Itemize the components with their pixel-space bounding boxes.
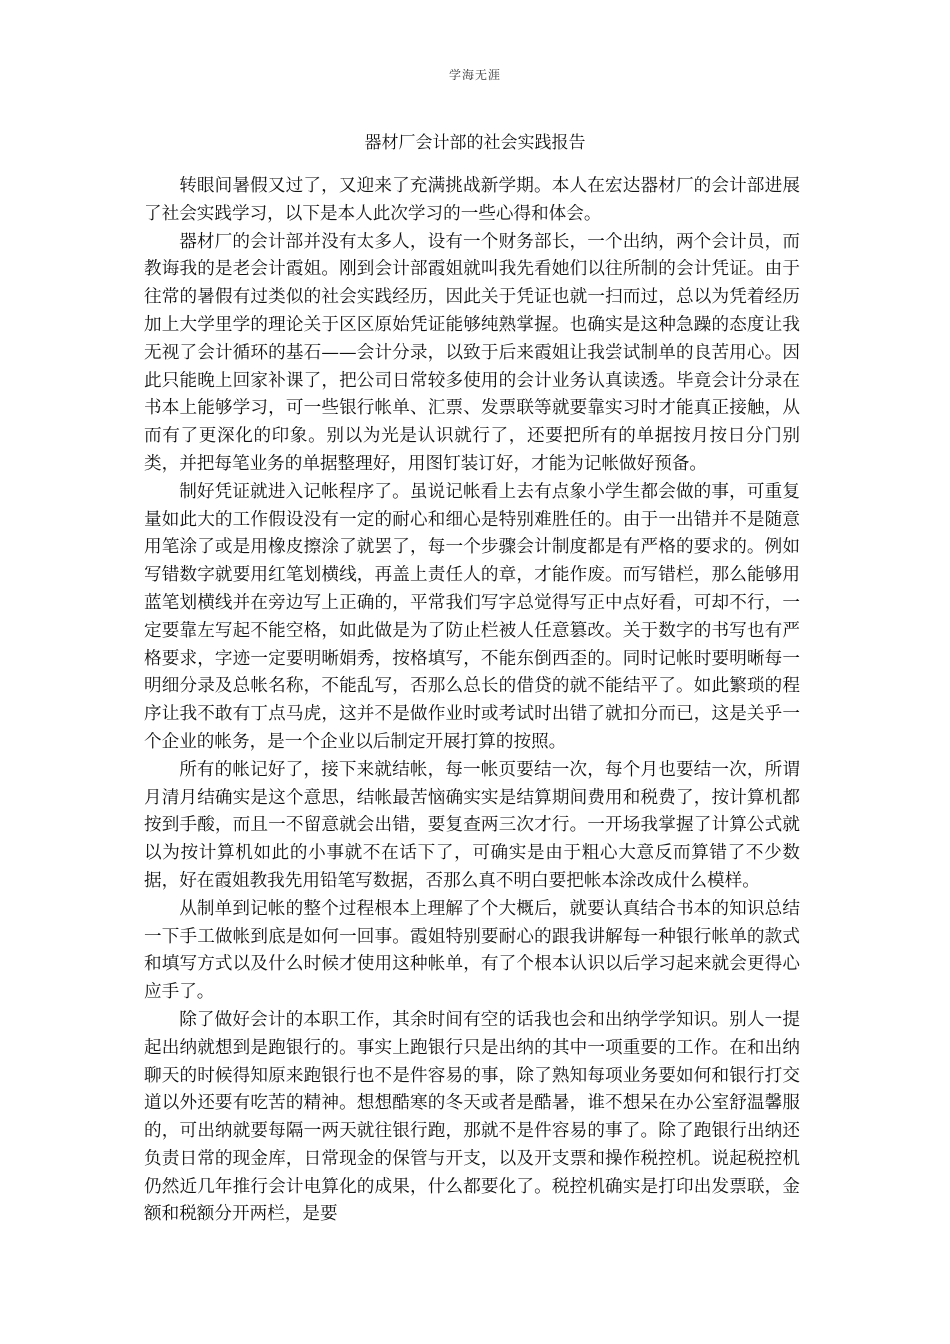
paragraph: 从制单到记帐的整个过程根本上理解了个大概后，就要认真结合书本的知识总结一下手工做帐到底是如何一回事。霞姐特别要耐心的跟我讲解每一种银行帐单的款式和填写方式以及什么时候才使用这种帐单，有了个根本认识以后学习起来就会更得心应手了。 xyxy=(144,898,800,1003)
paragraph: 除了做好会计的本职工作，其余时间有空的话我也会和出纳学学知识。别人一提起出纳就想到是跑银行的。事实上跑银行只是出纳的其中一项重要的工作。在和出纳聊天的时候得知原来跑银行也不是件容易的事，除了熟知每项业务要如何和银行打交道以外还要有吃苦的精神。想想酷寒的冬天或者是酷暑，谁不想呆在办公室舒温馨服的，可出纳就要每隔一两天就往银行跑，那就不是件容易的事了。除了跑银行出纳还负责日常的现金库，日常现金的保管与开支，以及开支票和操作税控机。说起税控机仍然近几年推行会计电算化的成果，什么都要化了。税控机确实是打印出发票联，金额和税额分开两栏，是要 xyxy=(144,1009,800,1225)
paragraph: 制好凭证就进入记帐程序了。虽说记帐看上去有点象小学生都会做的事，可重复量如此大的工作假设没有一定的耐心和细心是特别难胜任的。由于一出错并不是随意用笔涂了或是用橡皮擦涂了就罢了，每一个步骤会计制度都是有严格的要求的。例如写错数字就要用红笔划横线，再盖上责任人的章，才能作废。而写错栏，那么能够用蓝笔划横线并在旁边写上正确的，平常我们写字总觉得写正中点好看，可却不行，一定要靠左写起不能空格，如此做是为了防止栏被人任意篡改。关于数字的书写也有严格要求，字迹一定要明晰娟秀，按格填写，不能东倒西歪的。同时记帐时要明晰每一明细分录及总帐名称，不能乱写，否那么总长的借贷的就不能结平了。如此繁琐的程序让我不敢有丁点马虎，这并不是做作业时或考试时出错了就扣分而已，这是关乎一个企业的帐务，是一个企业以后制定开展打算的按照。 xyxy=(144,481,800,752)
paragraph: 器材厂的会计部并没有太多人，设有一个财务部长，一个出纳，两个会计员，而教诲我的是老会计霞姐。刚到会计部霞姐就叫我先看她们以往所制的会计凭证。由于往常的暑假有过类似的社会实践经历，因此关于凭证也就一扫而过，总以为凭着经历加上大学里学的理论关于区区原始凭证能够纯熟掌握。也确实是这种急躁的态度让我无视了会计循环的基石——会计分录，以致于后来霞姐让我尝试制单的良苦用心。因此只能晚上回家补课了，把公司日常较多使用的会计业务认真读透。毕竟会计分录在书本上能够学习，可一些银行帐单、汇票、发票联等就要靠实习时才能真正接触，从而有了更深化的印象。别以为光是认识就行了，还要把所有的单据按月按日分门别类，并把每笔业务的单据整理好，用图钉装订好，才能为记帐做好预备。 xyxy=(144,231,800,474)
paragraph: 所有的帐记好了，接下来就结帐，每一帐页要结一次，每个月也要结一次，所谓月清月结确实是这个意思，结帐最苦恼确实实是结算期间费用和税费了，按计算机都按到手酸，而且一不留意就会出错，要复查两三次才行。一开场我掌握了计算公式就以为按计算机如此的小事就不在话下了，可确实是由于粗心大意反而算错了不少数据，好在霞姐教我先用铅笔写数据，否那么真不明白要把帐本涂改成什么模样。 xyxy=(144,759,800,891)
page-header: 学海无涯 xyxy=(448,68,501,82)
paragraph: 转眼间暑假又过了，又迎来了充满挑战新学期。本人在宏达器材厂的会计部进展了社会实践学习，以下是本人此次学习的一些心得和体会。 xyxy=(144,176,800,224)
document-title: 器材厂会计部的社会实践报告 xyxy=(364,133,586,153)
document-body xyxy=(144,173,800,1229)
